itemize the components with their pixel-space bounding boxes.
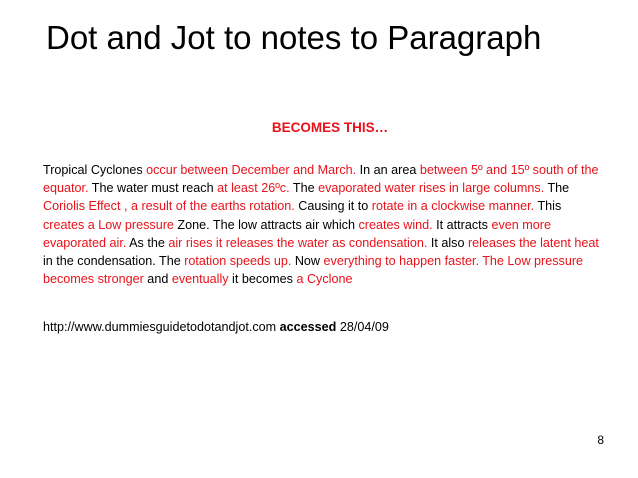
- source-citation: [43, 318, 389, 336]
- paragraph-text-segment: Now: [291, 254, 324, 269]
- paragraph-highlight-segment: releases the latent heat: [467, 235, 599, 250]
- paragraph-text-segment: Tropical Cyclones: [43, 163, 147, 177]
- accessed-date: 28/04/09: [339, 320, 389, 334]
- paragraph-highlight-segment: even more evaporated air.: [43, 217, 551, 250]
- paragraph-highlight-segment: at least 26ºc.: [217, 181, 290, 196]
- paragraph-highlight-segment: between 5º and 15º south of the equator.: [43, 163, 599, 196]
- paragraph-text-segment: It also: [427, 235, 468, 250]
- paragraph-text-segment: It attracts: [432, 217, 492, 232]
- paragraph-text-segment: This: [534, 199, 562, 214]
- paragraph-highlight-segment: air rises it releases the water as condensation.: [168, 235, 428, 250]
- cyclone-paragraph: [43, 161, 603, 288]
- paragraph-text-segment: The: [544, 181, 570, 196]
- paragraph-text-segment: Zone. The low attracts air which: [173, 217, 359, 232]
- slide-subtitle: BECOMES THIS…: [271, 120, 389, 135]
- paragraph-text-segment: The: [289, 181, 319, 196]
- paragraph-text-segment: Causing it to: [294, 199, 372, 214]
- paragraph-text-segment: As the: [126, 235, 169, 250]
- paragraph-text-segment: The water must reach: [88, 181, 218, 196]
- paragraph-highlight-segment: creates wind.: [358, 217, 433, 232]
- paragraph-highlight-segment: Coriolis Effect , a result of the earths rotation.: [43, 199, 295, 214]
- paragraph-highlight-segment: everything to happen faster. The Low pressure becomes stronger: [43, 254, 584, 287]
- paragraph-text-segment: In an area: [356, 163, 420, 177]
- page-number: 8: [597, 433, 604, 447]
- paragraph-text-segment: it becomes: [228, 272, 297, 287]
- paragraph-highlight-segment: evaporated water rises in large columns.: [318, 181, 545, 196]
- paragraph-text-segment: and: [143, 272, 172, 287]
- paragraph-highlight-segment: rotate in a clockwise manner.: [371, 199, 535, 214]
- paragraph-highlight-segment: a Cyclone: [296, 272, 353, 287]
- accessed-label: accessed: [279, 320, 337, 334]
- paragraph-text-segment: in the condensation. The: [43, 254, 185, 269]
- source-url: http://www.dummiesguidetodotandjot.com: [43, 320, 277, 334]
- slide-title: Dot and Jot to notes to Paragraph: [46, 19, 542, 56]
- paragraph-highlight-segment: rotation speeds up.: [184, 254, 292, 269]
- paragraph-highlight-segment: eventually: [171, 272, 229, 287]
- paragraph-highlight-segment: occur between December and March.: [146, 163, 357, 177]
- paragraph-highlight-segment: creates a Low pressure: [43, 217, 174, 232]
